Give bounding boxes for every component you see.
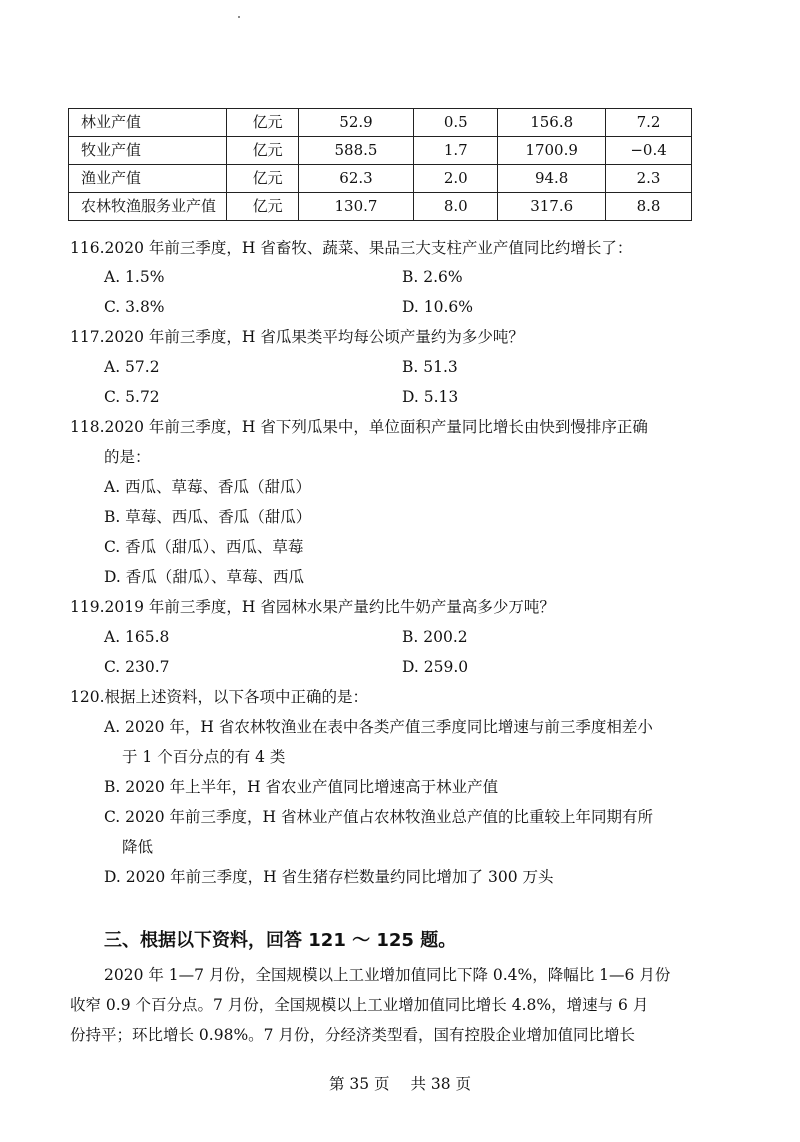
question-119-option-b: B. 200.2 [402,628,468,646]
question-116-option-a: A. 1.5% [104,268,165,286]
question-117-stem: 117.2020 年前三季度，H 省瓜果类平均每公顷产量约为多少吨？ [70,328,524,346]
row-name: 牧业产值 [69,137,227,165]
question-119-option-d: D. 259.0 [402,658,469,676]
section-paragraph-line: 收窄 0.9 个百分点。7 月份，全国规模以上工业增加值同比增长 4.8%，增速与 6 月 [70,996,649,1014]
cell-value: −0.4 [606,137,692,165]
question-118-option-c: C. 香瓜（甜瓜）、西瓜、草莓 [104,538,304,556]
table-row [69,165,692,193]
cell-value: 2.3 [606,165,692,193]
data-table [68,108,692,221]
cell-value: 317.6 [498,193,606,221]
cell-value: 8.0 [414,193,498,221]
row-name: 渔业产值 [69,165,227,193]
table-row [69,109,692,137]
question-117-option-c: C. 5.72 [104,388,160,406]
cell-value: 1.7 [414,137,498,165]
cell-value: 1700.9 [498,137,606,165]
page-footer [0,1072,800,1094]
table-row [69,137,692,165]
question-118-stem: 118.2020 年前三季度，H 省下列瓜果中，单位面积产量同比增长由快到慢排序正确 [70,418,648,436]
cell-value: 588.5 [298,137,414,165]
row-unit: 亿元 [226,193,298,221]
section-paragraph-line: 份持平；环比增长 0.98%。7 月份，分经济类型看，国有控股企业增加值同比增长 [70,1026,635,1044]
section-paragraph-line: 2020 年 1—7 月份，全国规模以上工业增加值同比下降 0.4%，降幅比 1—6 月份 [104,966,671,984]
question-120-option-c-continued: 降低 [122,838,154,856]
page-total: 共 38 页 [410,1075,472,1093]
question-120-option-a: A. 2020 年，H 省农林牧渔业在表中各类产值三季度同比增速与前三季度相差小 [104,718,653,736]
question-120-option-b: B. 2020 年上半年，H 省农业产值同比增速高于林业产值 [104,778,499,796]
cell-value: 156.8 [498,109,606,137]
section-heading: 三、根据以下资料，回答 121 ～ 125 题。 [104,930,457,951]
cell-value: 8.8 [606,193,692,221]
row-unit: 亿元 [226,165,298,193]
question-120-stem: 120.根据上述资料，以下各项中正确的是： [70,688,369,706]
cell-value: 52.9 [298,109,414,137]
question-116-stem: 116.2020 年前三季度，H 省畜牧、蔬菜、果品三大支柱产业产值同比约增长了： [70,239,633,257]
question-120-option-a-continued: 于 1 个百分点的有 4 类 [122,748,286,766]
cell-value: 0.5 [414,109,498,137]
question-116-option-b: B. 2.6% [402,268,463,286]
question-116-option-d: D. 10.6% [402,298,473,316]
question-116-option-c: C. 3.8% [104,298,165,316]
question-118-option-b: B. 草莓、西瓜、香瓜（甜瓜） [104,508,312,526]
cell-value: 62.3 [298,165,414,193]
scan-speck [238,16,240,18]
cell-value: 130.7 [298,193,414,221]
question-120-option-c: C. 2020 年前三季度，H 省林业产值占农林牧渔业总产值的比重较上年同期有所 [104,808,653,826]
question-118-stem-continued: 的是： [104,448,151,466]
question-120-option-d: D. 2020 年前三季度，H 省生猪存栏数量约同比增加了 300 万头 [104,868,554,886]
cell-value: 7.2 [606,109,692,137]
question-119-stem: 119.2019 年前三季度，H 省园林水果产量约比牛奶产量高多少万吨？ [70,598,555,616]
question-117-option-d: D. 5.13 [402,388,459,406]
cell-value: 2.0 [414,165,498,193]
row-name: 农林牧渔服务业产值 [69,193,227,221]
cell-value: 94.8 [498,165,606,193]
row-unit: 亿元 [226,137,298,165]
row-name: 林业产值 [69,109,227,137]
table-row [69,193,692,221]
question-117-option-b: B. 51.3 [402,358,458,376]
row-unit: 亿元 [226,109,298,137]
question-119-option-c: C. 230.7 [104,658,170,676]
question-119-option-a: A. 165.8 [104,628,170,646]
question-118-option-a: A. 西瓜、草莓、香瓜（甜瓜） [104,478,312,496]
question-118-option-d: D. 香瓜（甜瓜）、草莓、西瓜 [104,568,304,586]
question-117-option-a: A. 57.2 [104,358,160,376]
page-number: 第 35 页 [328,1075,390,1093]
